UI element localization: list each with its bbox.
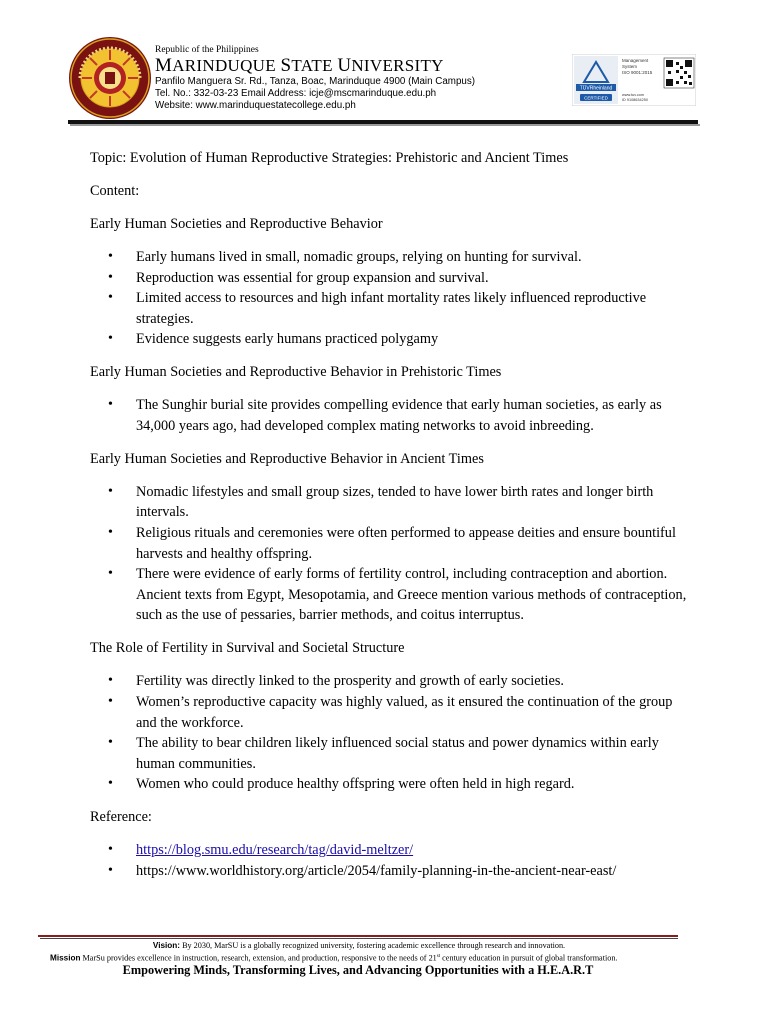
section-heading: Early Human Societies and Reproductive Behavior in Prehistoric Times	[90, 364, 502, 381]
reference-item: • https://www.worldhistory.org/article/2054/family-planning-in-the-ancient-near-east/	[136, 861, 690, 882]
svg-text:System: System	[622, 64, 638, 69]
content-label: Content:	[90, 182, 140, 199]
footer-divider-shadow	[40, 938, 678, 939]
topic-line: Topic: Evolution of Human Reproductive Strategies: Prehistoric and Ancient Times	[90, 150, 569, 166]
list-item: • Nomadic lifestyles and small group sizes, tended to have lower birth rates and longer birth intervals.	[136, 482, 690, 523]
svg-text:www.tuv.com: www.tuv.com	[622, 93, 645, 97]
letterhead	[0, 0, 768, 130]
section-heading: Early Human Societies and Reproductive Behavior in Ancient Times	[90, 450, 484, 467]
vision-statement: Vision: By 2030, MarSU is a globally recognized university, fostering academic excellence through research and innovation.	[152, 941, 566, 950]
svg-text:CERTIFIED: CERTIFIED	[584, 95, 608, 101]
svg-text:ID 9108634250: ID 9108634250	[622, 98, 648, 102]
iso-certification-badge	[572, 54, 696, 106]
svg-text:Management: Management	[622, 58, 649, 63]
list-item: • The Sunghir burial site provides compelling evidence that early human societies, as early as 34,000 years ago, had developed complex mating networks to avoid inbreeding.	[136, 395, 690, 436]
university-seal-icon	[68, 36, 152, 120]
section-heading: The Role of Fertility in Survival and Societal Structure	[90, 640, 405, 657]
reference-item	[136, 840, 690, 861]
bullet-list	[90, 671, 690, 795]
website-line: Website: www.marinduquestatecollege.edu.ph	[155, 100, 356, 111]
contact-line: Tel. No.: 332-03-23 Email Address: icje@mscmarinduque.edu.ph	[155, 88, 437, 99]
list-item: • Evidence suggests early humans practiced polygamy	[136, 329, 690, 350]
mission-statement: Mission MarSu provides excellence in instruction, research, extension, and production, responsive to the needs of 21st century education in pursuit of global transformation.	[50, 953, 618, 963]
header-divider-shadow	[70, 124, 700, 126]
section-heading: Early Human Societies and Reproductive Behavior	[90, 215, 383, 232]
footer-divider	[38, 935, 678, 937]
qr-code-icon	[664, 58, 694, 88]
list-item: • Reproduction was essential for group expansion and survival.	[136, 268, 690, 289]
university-name: MARINDUQUE STATE UNIVERSITY	[155, 55, 444, 76]
list-item: • Limited access to resources and high infant mortality rates likely influenced reproductive strategies.	[136, 288, 690, 329]
list-item: • Women’s reproductive capacity was highly valued, as it ensured the continuation of the group and the workforce.	[136, 692, 690, 733]
list-item: • Women who could produce healthy offspring were often held in high regard.	[136, 774, 690, 795]
bullet-list	[90, 247, 690, 350]
list-item: • The ability to bear children likely influenced social status and power dynamics within early human communities.	[136, 733, 690, 774]
reference-list	[90, 840, 690, 881]
list-item: • There were evidence of early forms of fertility control, including contraception and abortion. Ancient texts from Egypt, Mesopotamia, and Greece mention various methods of contraception, such as the use of pessaries, barrier methods, and coitus interruptus.	[136, 564, 690, 626]
bullet-list	[90, 395, 690, 436]
footer-tagline: Empowering Minds, Transforming Lives, and Advancing Opportunities with a H.E.A.R.T	[122, 963, 594, 977]
list-item: • Religious rituals and ceremonies were often performed to appease deities and ensure bountiful harvests and healthy offspring.	[136, 523, 690, 564]
republic-line: Republic of the Philippines	[155, 45, 259, 55]
reference-label: Reference:	[90, 809, 152, 826]
reference-link[interactable]: https://blog.smu.edu/research/tag/david-meltzer/	[136, 842, 414, 859]
list-item: • Fertility was directly linked to the prosperity and growth of early societies.	[136, 671, 690, 692]
address-line: Panfilo Manguera Sr. Rd., Tanza, Boac, Marinduque 4900 (Main Campus)	[155, 76, 476, 87]
svg-text:TÜVRheinland: TÜVRheinland	[579, 85, 613, 92]
bullet-list	[90, 482, 690, 626]
list-item: • Early humans lived in small, nomadic groups, relying on hunting for survival.	[136, 247, 690, 268]
svg-text:ISO 9001:2015: ISO 9001:2015	[622, 70, 653, 75]
document-body	[90, 148, 690, 894]
letterhead-text	[155, 44, 475, 112]
